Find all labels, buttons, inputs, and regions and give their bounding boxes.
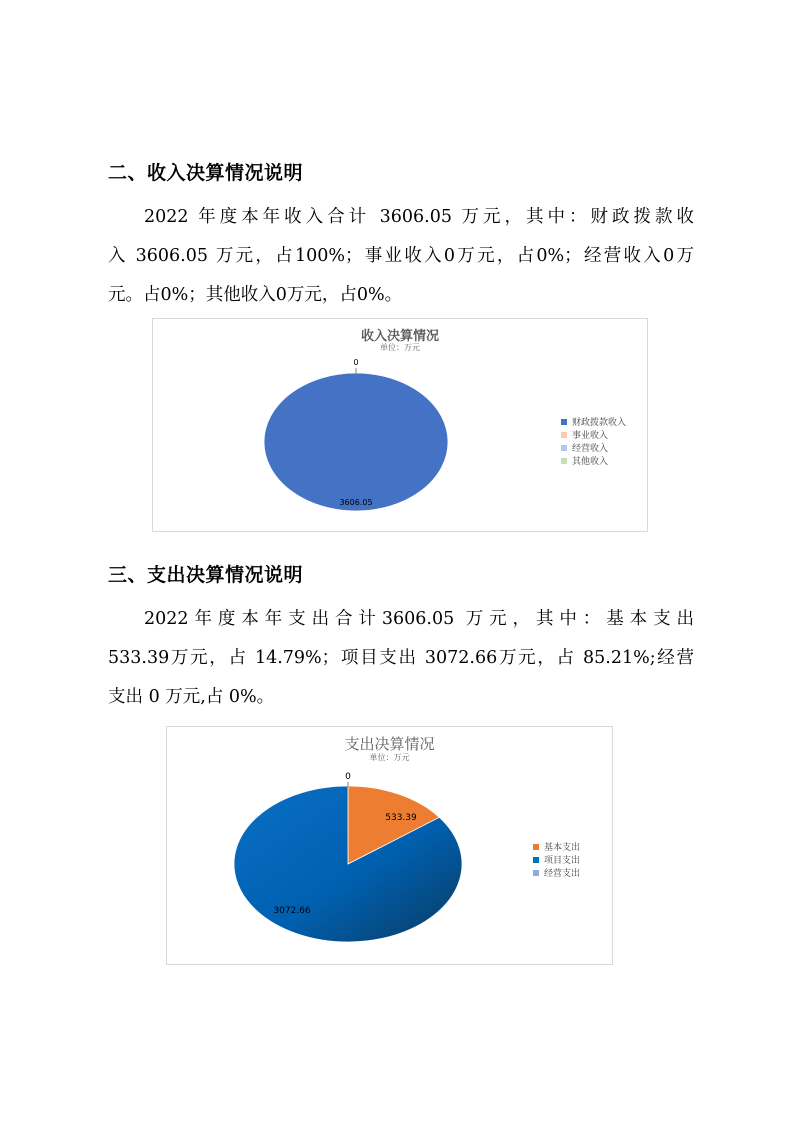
legend-item: [561, 441, 626, 454]
expense-legend: [533, 840, 580, 879]
income-line-2: 入 3606.05 万元，占100%；事业收入0万元，占0%；经营收入0万: [108, 246, 694, 266]
pie-slice-1: [264, 373, 448, 511]
legend-label: 其他收入: [572, 457, 609, 467]
income-legend: [561, 415, 626, 467]
expense-chart: [166, 726, 613, 965]
legend-item: [561, 454, 626, 467]
income-line-1: 2022 年度本年收入合计 3606.05 万元，其中：财政拨款收: [144, 207, 694, 227]
legend-label: 财政拨款收入: [572, 418, 627, 428]
pie-data-label: 3606.05: [339, 498, 373, 507]
income-chart-title: 收入决算情况: [360, 329, 439, 344]
legend-item: [561, 428, 626, 441]
expense-paragraph: [108, 600, 694, 717]
legend-label: 基本支出: [544, 843, 581, 853]
legend-label: 经营收入: [572, 444, 609, 454]
income-line-3: 元。占0%；其他收入0万元，占0%。: [108, 285, 403, 305]
expense-line-3: 支出 0 万元,占 0%。: [108, 687, 275, 707]
legend-swatch: [561, 458, 567, 464]
expense-chart-unit: 单位：万元: [369, 753, 410, 762]
pie-data-label: 0: [353, 358, 359, 367]
legend-label: 经营支出: [544, 869, 581, 879]
pie-data-label: 0: [345, 772, 351, 782]
expense-chart-title: 支出决算情况: [344, 735, 435, 753]
income-paragraph: [108, 198, 694, 315]
legend-swatch: [533, 857, 539, 863]
legend-swatch: [561, 432, 567, 438]
legend-label: 项目支出: [544, 856, 581, 866]
legend-item: [533, 840, 580, 853]
section-heading-expense: 三、支出决算情况说明: [108, 564, 304, 586]
legend-item: [561, 415, 626, 428]
legend-swatch: [533, 844, 539, 850]
expense-line-2: 533.39万元，占 14.79%；项目支出 3072.66万元，占 85.21%;经营: [108, 648, 694, 668]
income-chart: [152, 318, 648, 532]
expense-line-1: 2022年度本年支出合计3606.05 万元，其中：基本支出: [144, 609, 694, 629]
income-chart-unit: 单位：万元: [380, 343, 420, 352]
pie-data-label: 3072.66: [273, 906, 311, 916]
pie-data-label: 533.39: [385, 813, 417, 823]
legend-item: [533, 866, 580, 879]
legend-item: [533, 853, 580, 866]
section-heading-income: 二、收入决算情况说明: [108, 162, 304, 184]
legend-swatch: [533, 870, 539, 876]
legend-label: 事业收入: [572, 431, 609, 441]
legend-swatch: [561, 419, 567, 425]
legend-swatch: [561, 445, 567, 451]
